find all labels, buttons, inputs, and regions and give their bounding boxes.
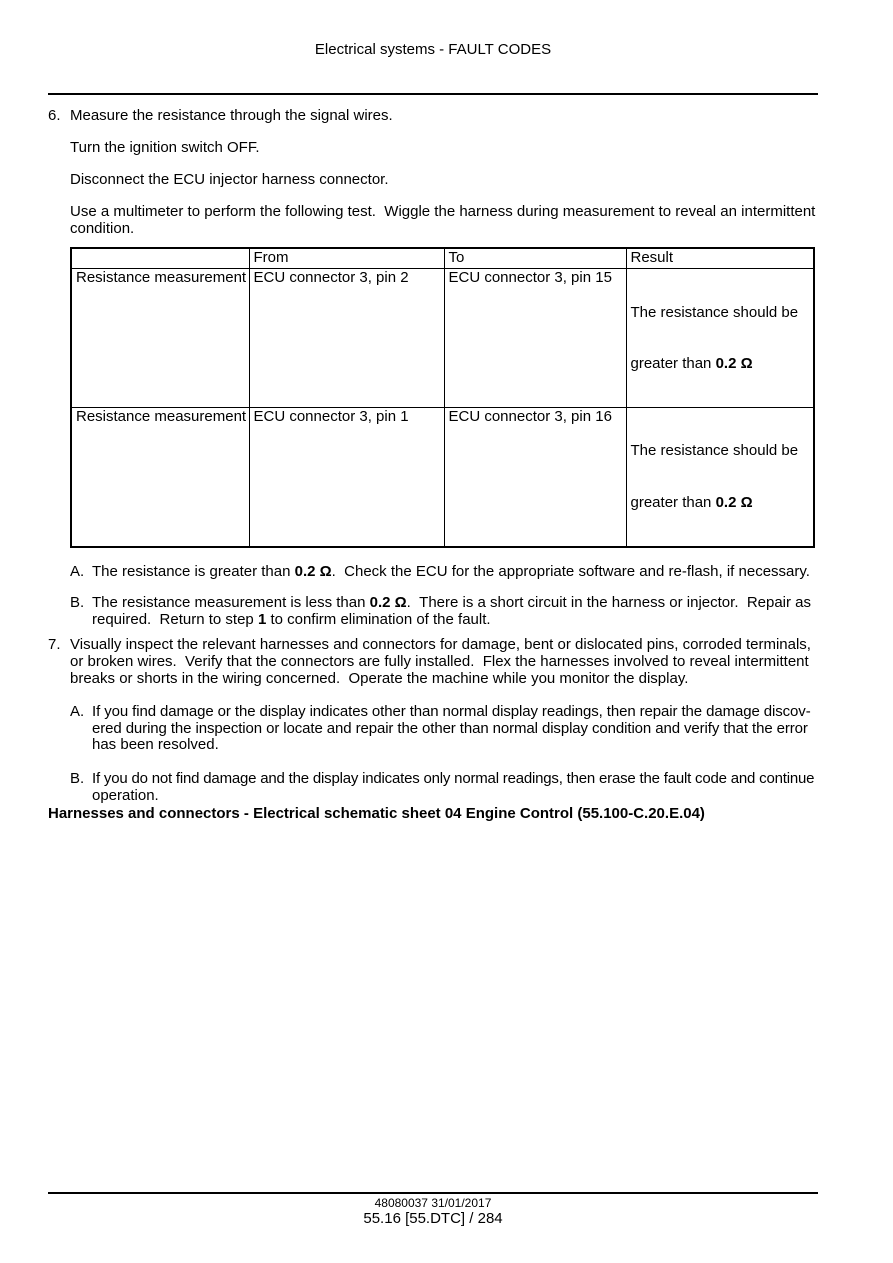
step-6	[48, 108, 818, 629]
option-text: required. Return to step	[92, 610, 258, 628]
step-7-option-a	[70, 704, 818, 754]
table-header-result: Result	[626, 248, 814, 269]
paragraph-line: condition.	[70, 219, 135, 237]
step-6-paragraph-3	[70, 204, 818, 237]
paragraph-line: Turn the ignition switch OFF.	[70, 138, 260, 156]
option-b-body	[92, 771, 818, 804]
paragraph-line: Visually inspect the relevant harnesses and connectors for damage, bent or dislocated pins, corroded terminals,	[70, 636, 811, 654]
step-7-option-b	[70, 771, 818, 804]
result-value: 0.2 Ω	[715, 493, 753, 511]
option-value: 0.2 Ω	[369, 594, 407, 612]
option-value: 1	[257, 610, 267, 628]
option-line: If you find damage or the display indicates other than normal display readings, then repair the damage discov-	[92, 703, 811, 721]
option-line	[92, 595, 818, 612]
footer-document-number: 48080037 31/01/2017	[374, 1196, 492, 1210]
option-a-label: A.	[70, 562, 85, 580]
option-b-body	[92, 595, 818, 628]
cell-measurement-label: Resistance measurement	[71, 407, 249, 546]
paragraph-line: Disconnect the ECU injector harness connector.	[70, 170, 389, 188]
paragraph-line: breaks or shorts in the wiring concerned. Operate the machine while you monitor the display.	[70, 669, 689, 687]
table-header-empty	[71, 248, 249, 269]
step-6-option-b	[70, 595, 818, 628]
cell-result	[626, 407, 814, 546]
table-header-from: From	[249, 248, 444, 269]
footer-page-number: 55.16 [55.DTC] / 284	[363, 1210, 503, 1227]
option-line: If you do not find damage and the display indicates only normal readings, then erase the fault code and continue	[92, 769, 815, 787]
option-line: ered during the inspection or locate and repair the other than normal display condition and verify that the error	[92, 719, 808, 737]
step-6-number: 6.	[48, 106, 61, 124]
option-b-label: B.	[70, 594, 85, 612]
footer-rule	[48, 1192, 818, 1194]
option-line: operation.	[92, 786, 159, 804]
result-line: The resistance should be	[630, 303, 799, 321]
cell-to: ECU connector 3, pin 16	[444, 407, 626, 546]
option-a-body	[92, 704, 818, 754]
cell-from: ECU connector 3, pin 2	[249, 269, 444, 408]
page-footer	[48, 1192, 818, 1227]
result-line	[631, 355, 810, 372]
paragraph-line: Use a multimeter to perform the following test. Wiggle the harness during measurement to reveal an intermittent	[70, 203, 816, 221]
cell-result	[626, 269, 814, 408]
option-line	[92, 564, 818, 581]
cell-from: ECU connector 3, pin 1	[249, 407, 444, 546]
page-header-title: Electrical systems - FAULT CODES	[314, 41, 552, 58]
option-line	[92, 612, 818, 629]
section-heading: Harnesses and connectors - Electrical schematic sheet 04 Engine Control (55.100-C.20.E.04)	[48, 805, 705, 823]
option-text: The resistance is greater than	[92, 562, 295, 580]
option-line: has been resolved.	[92, 736, 219, 754]
cell-measurement-label: Resistance measurement	[71, 269, 249, 408]
option-a-body	[92, 564, 818, 581]
option-text: . Check the ECU for the appropriate software and re-flash, if necessary.	[331, 562, 810, 580]
result-value: 0.2 Ω	[715, 355, 753, 373]
result-text: greater than	[630, 493, 716, 511]
option-a-label: A.	[70, 703, 85, 721]
result-text: greater than	[630, 355, 716, 373]
step-6-option-a	[70, 564, 818, 581]
option-b-label: B.	[70, 769, 85, 787]
header-rule	[48, 93, 818, 95]
step-7	[48, 637, 818, 804]
table-header-row	[71, 248, 814, 269]
step-7-number: 7.	[48, 636, 61, 654]
cell-to: ECU connector 3, pin 15	[444, 269, 626, 408]
paragraph-line: or broken wires. Verify that the connectors are fully installed. Flex the harnesses involved to reveal intermittent	[70, 652, 809, 670]
option-value: 0.2 Ω	[294, 562, 332, 580]
step-6-paragraph-2	[70, 172, 818, 189]
resistance-measurement-table	[70, 247, 815, 547]
option-text: to confirm elimination of the fault.	[266, 610, 491, 628]
step-7-body	[70, 637, 818, 804]
table-row	[71, 407, 814, 546]
step-6-paragraph-1	[70, 140, 818, 157]
content-area	[48, 0, 818, 823]
table-header-to: To	[444, 248, 626, 269]
table-row	[71, 269, 814, 408]
step-6-body	[70, 108, 818, 629]
result-line: The resistance should be	[630, 442, 799, 460]
step-6-title: Measure the resistance through the signal wires.	[70, 106, 393, 124]
option-text: The resistance measurement is less than	[92, 594, 370, 612]
option-text: . There is a short circuit in the harness or injector. Repair as	[406, 594, 812, 612]
result-line	[631, 494, 810, 511]
